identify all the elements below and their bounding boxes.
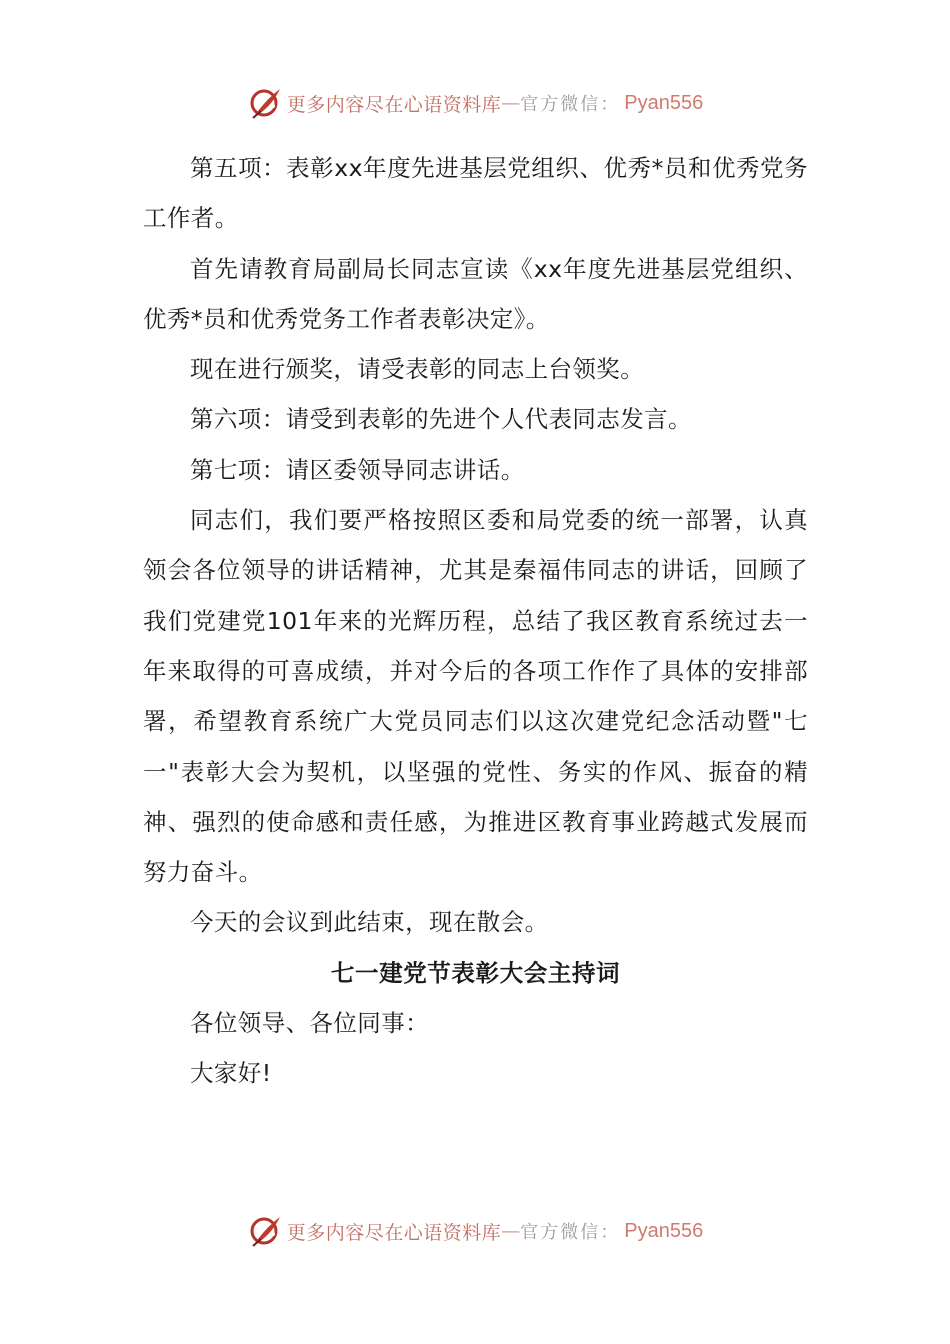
banner-separator: — [501,1220,521,1242]
document-body [143,143,808,1099]
quill-pen-logo-icon [247,1213,283,1249]
banner-brand-text: 更多内容尽在心语资料库 [286,1221,502,1244]
banner-wechat-label: 官方微信： [520,1222,621,1243]
banner-brand-text: 更多内容尽在心语资料库 [286,93,502,116]
paragraph-greeting: 大家好! [190,1059,272,1088]
banner-separator: — [501,92,521,114]
banner-wechat-id: Pyan556 [624,1219,704,1242]
paragraph-closing-remarks: 同志们，我们要严格按照区委和局党委的统一部署，认真领会各位领导的讲话精神，尤其是秦福伟同志的讲话，回顾了我们党建党101年来的光辉历程，总结了我区教育系统过去一年来取得的可喜成绩，并对今后的各项工作作了具体的安排部署，希望教育系统广大党员同志们以这次建党纪念活动暨"七一"表彰大会为契机，以坚强的党性、务实的作风、振奋的精神、强烈的使命感和责任感，为推进区教育事业跨越式发展而努力奋斗。 [143,506,808,887]
section-heading: 七一建党节表彰大会主持词 [330,958,621,987]
paragraph-meeting-end: 今天的会议到此结束，现在散会。 [190,908,549,937]
paragraph-item-five: 第五项：表彰xx年度先进基层党组织、优秀*员和优秀党务工作者。 [143,154,808,233]
quill-pen-logo-icon [247,85,283,121]
paragraph-item-six: 第六项：请受到表彰的先进个人代表同志发言。 [190,405,692,434]
banner-wechat-label: 官方微信： [520,94,621,115]
paragraph-salutation: 各位领导、各位同事： [190,1009,429,1038]
footer-banner [0,1211,950,1251]
banner-wechat-id: Pyan556 [624,91,704,114]
paragraph-item-seven: 第七项：请区委领导同志讲话。 [190,455,525,484]
paragraph-award-ceremony: 现在进行颁奖，请受表彰的同志上台领奖。 [190,355,645,384]
paragraph-reading-decision: 首先请教育局副局长同志宣读《xx年度先进基层党组织、优秀*员和优秀党务工作者表彰决定》。 [143,254,808,333]
header-banner [0,83,950,123]
